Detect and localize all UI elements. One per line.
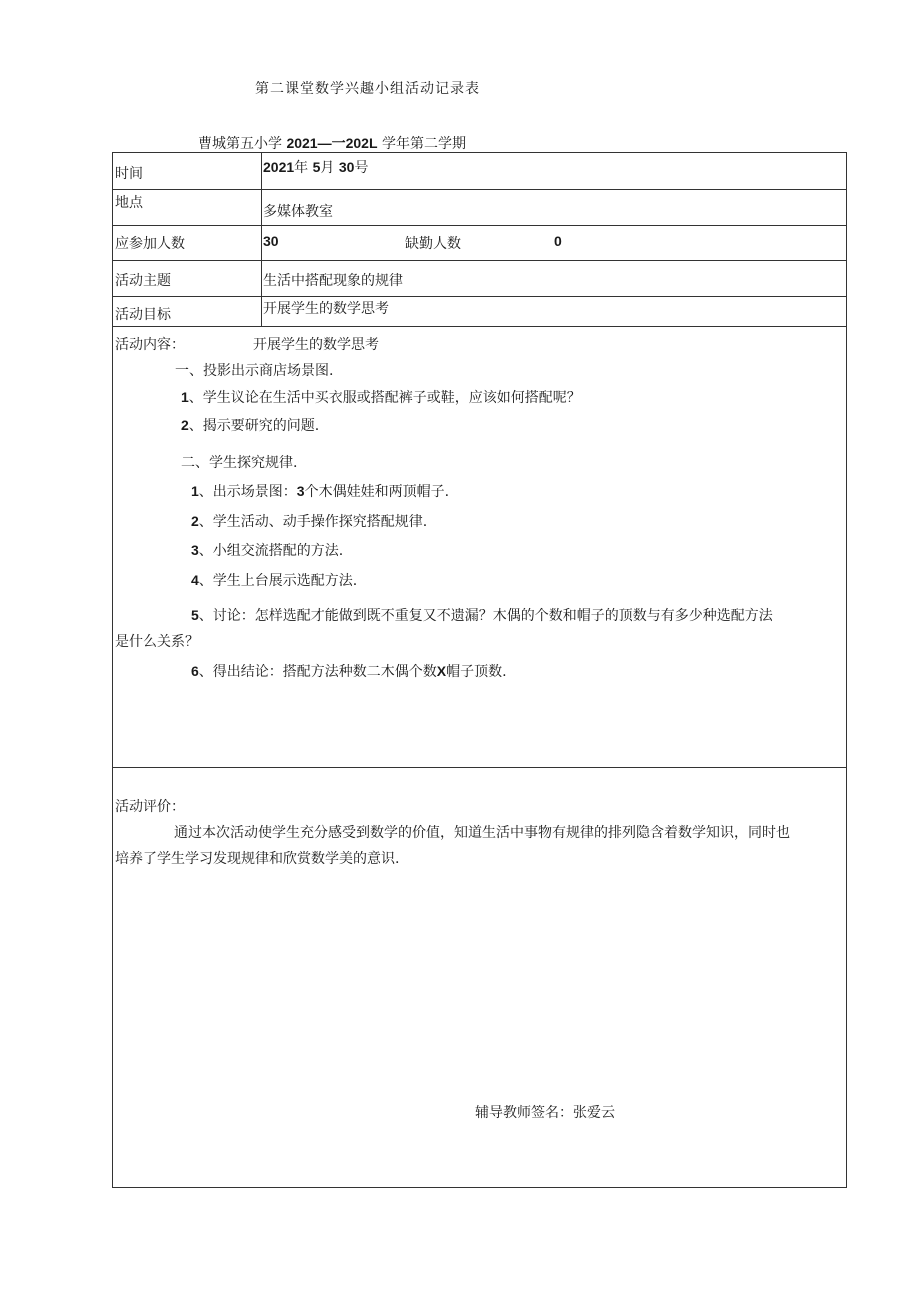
column-divider: [261, 153, 262, 326]
list-item: [191, 605, 773, 625]
place-value: 多媒体教室: [263, 204, 333, 220]
list-item: [181, 415, 319, 435]
theme-label: 活动主题: [115, 273, 171, 289]
row-divider: [113, 296, 846, 297]
list-item: [181, 387, 581, 407]
page-title: 第二课堂数学兴趣小组活动记录表: [255, 81, 480, 97]
item-number: 1: [181, 389, 189, 405]
item-text: 、学生上台展示选配方法.: [198, 573, 358, 589]
time-year: 2021: [263, 159, 295, 175]
goal-label: 活动目标: [115, 307, 171, 323]
item-text: 帽子顶数.: [446, 664, 507, 680]
item-count: 3: [296, 483, 305, 499]
absent-value: 0: [554, 233, 562, 249]
list-item: [191, 481, 449, 501]
item-text: 、学生议论在生活中买衣服或搭配裤子或鞋，应该如何搭配呢？: [188, 390, 581, 406]
content-label: 活动内容：: [115, 337, 185, 353]
signature-label: 辅导教师签名：: [475, 1105, 573, 1121]
item-number: 1: [191, 483, 199, 499]
attendees-label: 应参加人数: [115, 236, 185, 252]
item-text: 、小组交流搭配的方法.: [198, 543, 344, 559]
item-text: 、讨论：怎样选配才能做到既不重复又不遗漏？木偶的个数和帽子的顶数与有多少种选配方法: [198, 608, 773, 624]
row-divider: [113, 225, 846, 226]
section2-title: 二、学生探究规律.: [181, 455, 298, 471]
list-item: [191, 540, 343, 560]
signature: [475, 1102, 615, 1122]
term-label: 学年第二学期: [381, 136, 466, 152]
row-divider: [113, 260, 846, 261]
list-item: [191, 511, 427, 531]
signature-name: 张爱云: [573, 1105, 615, 1121]
year-range: 2021—一202L: [286, 135, 378, 151]
item-text: 、揭示要研究的问题.: [188, 418, 320, 434]
item-text: 个木偶娃娃和两顶帽子.: [304, 484, 450, 500]
item-number: 4: [191, 572, 199, 588]
row-divider: [113, 189, 846, 190]
evaluation-text-line2: 培养了学生学习发现规律和欣赏数学美的意识.: [115, 851, 400, 867]
place-label: 地点: [115, 195, 143, 211]
time-month: 5: [312, 159, 321, 175]
item-text: 、得出结论：搭配方法种数二木偶个数: [198, 664, 437, 680]
item-number: 6: [191, 663, 199, 679]
evaluation-text-line1: 通过本次活动使学生充分感受到数学的价值，知道生活中事物有规律的排列隐含着数学知识，同时也: [174, 825, 790, 841]
section1-title: 一、投影出示商店场景图.: [175, 363, 334, 379]
time-year-suffix: 年: [294, 160, 309, 176]
theme-value: 生活中搭配现象的规律: [263, 273, 403, 289]
goal-value: 开展学生的数学思考: [263, 301, 389, 317]
content-summary: 开展学生的数学思考: [253, 337, 379, 353]
time-value: [263, 157, 368, 177]
absent-label: 缺勤人数: [405, 236, 461, 252]
item-number: 2: [181, 417, 189, 433]
time-day: 30: [338, 159, 355, 175]
school-name: 曹城第五小学: [198, 136, 282, 152]
time-label: 时间: [115, 166, 143, 182]
time-day-suffix: 号: [354, 160, 369, 176]
attendees-value: 30: [263, 233, 279, 249]
item-operator: X: [436, 663, 447, 679]
time-month-suffix: 月: [320, 160, 335, 176]
list-item: [191, 661, 507, 681]
item-number: 2: [191, 513, 199, 529]
school-term-line: [198, 133, 466, 153]
item-text: 、学生活动、动手操作探究搭配规律.: [198, 514, 428, 530]
item-number: 3: [191, 542, 199, 558]
row-divider: [113, 326, 846, 327]
row-divider: [113, 767, 846, 768]
item-number: 5: [191, 607, 199, 623]
list-item-continuation: 是什么关系？: [115, 634, 199, 650]
item-text: 、出示场景图：: [198, 484, 297, 500]
list-item: [191, 570, 357, 590]
record-table: [112, 152, 847, 1188]
evaluation-label: 活动评价：: [115, 799, 185, 815]
